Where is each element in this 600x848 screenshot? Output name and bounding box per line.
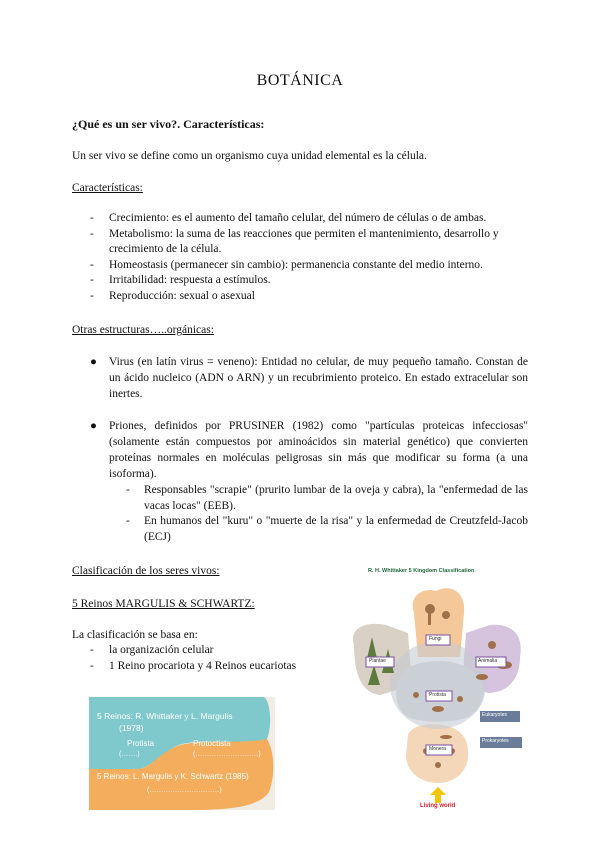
virus-item bbox=[90, 354, 528, 402]
margulis-line2: (1978) bbox=[119, 723, 144, 733]
reinos-heading: 5 Reinos MARGULIS & SCHWARTZ: bbox=[72, 598, 255, 610]
priones-list bbox=[90, 418, 528, 482]
monera-label: Monera bbox=[429, 746, 446, 752]
protoctista-label: Protoctista bbox=[193, 739, 231, 748]
margulis-line1: 5 Reinos: R. Whittaker y L. Margulis bbox=[97, 711, 233, 721]
list-item: - 1 Reino procariota y 4 Reinos eucariotas bbox=[90, 659, 340, 675]
priones-item bbox=[90, 418, 528, 482]
up-arrow-icon bbox=[430, 787, 446, 803]
otras-heading: Otras estructuras…..orgánicas: bbox=[72, 324, 214, 336]
priones-text: Priones, definidos por PRUSINER (1982) como "partículas proteicas infecciosas" (solamente están compuestos por aminoácidos sin material genético) que convierten proteínas normales en moléculas peligrosas sin más que modificar su forma (a una isoforma). bbox=[109, 420, 528, 480]
bullet-icon: ● bbox=[90, 420, 97, 432]
list-item: - Reproducción: sexual o asexual bbox=[90, 289, 528, 305]
whittaker-title: R. H. Whittaker 5 Kingdom Classification bbox=[368, 568, 475, 574]
plantae-label: Plantae bbox=[369, 658, 386, 664]
margulis-figure bbox=[89, 697, 275, 810]
protoctista-sub: (………………………) bbox=[193, 751, 261, 758]
clasificacion-heading: Clasificación de los seres vivos: bbox=[72, 565, 220, 577]
priones-sublist bbox=[126, 483, 528, 545]
protista-label: Protista bbox=[127, 739, 155, 748]
list-item: - Metabolismo: la suma de las reacciones que permiten el mantenimiento, desarrollo y crecimiento de la célula. bbox=[90, 227, 528, 258]
clasificacion-list bbox=[90, 643, 340, 674]
list-item: - Responsables "scrapie" (prurito lumbar de la oveja y cabra), la "enfermedad de las vacas locas" (EEB). bbox=[126, 483, 528, 514]
eukaryotes-label: Eukaryotes bbox=[482, 712, 508, 718]
animalia-label: Animalia bbox=[478, 658, 498, 664]
caracteristicas-heading: Características: bbox=[72, 182, 143, 194]
prokaryotes-label: Prokaryotes bbox=[482, 738, 509, 744]
caracteristicas-list bbox=[90, 211, 528, 304]
virus-text: Virus (en latín virus = veneno): Entidad no celular, de muy pequeño tamaño. Constan de un ácido nucleico (ADN o ARN) y un recubrimiento proteico. En estado extracelular son inertes. bbox=[109, 356, 528, 400]
list-item: - Crecimiento: es el aumento del tamaño celular, del número de células o de ambas. bbox=[90, 211, 528, 227]
margulis-line4: (…………………………) bbox=[147, 787, 222, 794]
whittaker-figure bbox=[342, 565, 528, 813]
fungi-label: Fungi bbox=[429, 636, 442, 642]
page-title: BOTÁNICA bbox=[256, 72, 344, 89]
whittaker-diagram bbox=[342, 565, 528, 813]
protista-sub: (…….) bbox=[119, 751, 140, 758]
living-world-label: Living world bbox=[420, 803, 456, 809]
margulis-line3: 5 Reinos: L. Margulis y K. Schwartz (1985) bbox=[97, 772, 249, 781]
center-hub bbox=[390, 641, 486, 729]
protista-label: Protista bbox=[429, 692, 446, 698]
clasificacion-intro: La clasificación se basa en: bbox=[72, 629, 198, 641]
intro-paragraph: Un ser vivo se define como un organismo cuya unidad elemental es la célula. bbox=[72, 150, 427, 162]
bullet-icon: ● bbox=[90, 356, 97, 368]
list-item: - En humanos del "kuru" o "muerte de la risa" y la enfermedad de Creutzfeld-Jacob (ECJ) bbox=[126, 514, 528, 545]
list-item: - la organización celular bbox=[90, 643, 340, 659]
list-item: - Irritabilidad: respuesta a estímulos. bbox=[90, 273, 528, 289]
virus-list bbox=[90, 354, 528, 402]
question-heading: ¿Qué es un ser vivo?. Características: bbox=[72, 117, 265, 131]
list-item: - Homeostasis (permanecer sin cambio): permanencia constante del medio interno. bbox=[90, 258, 528, 274]
